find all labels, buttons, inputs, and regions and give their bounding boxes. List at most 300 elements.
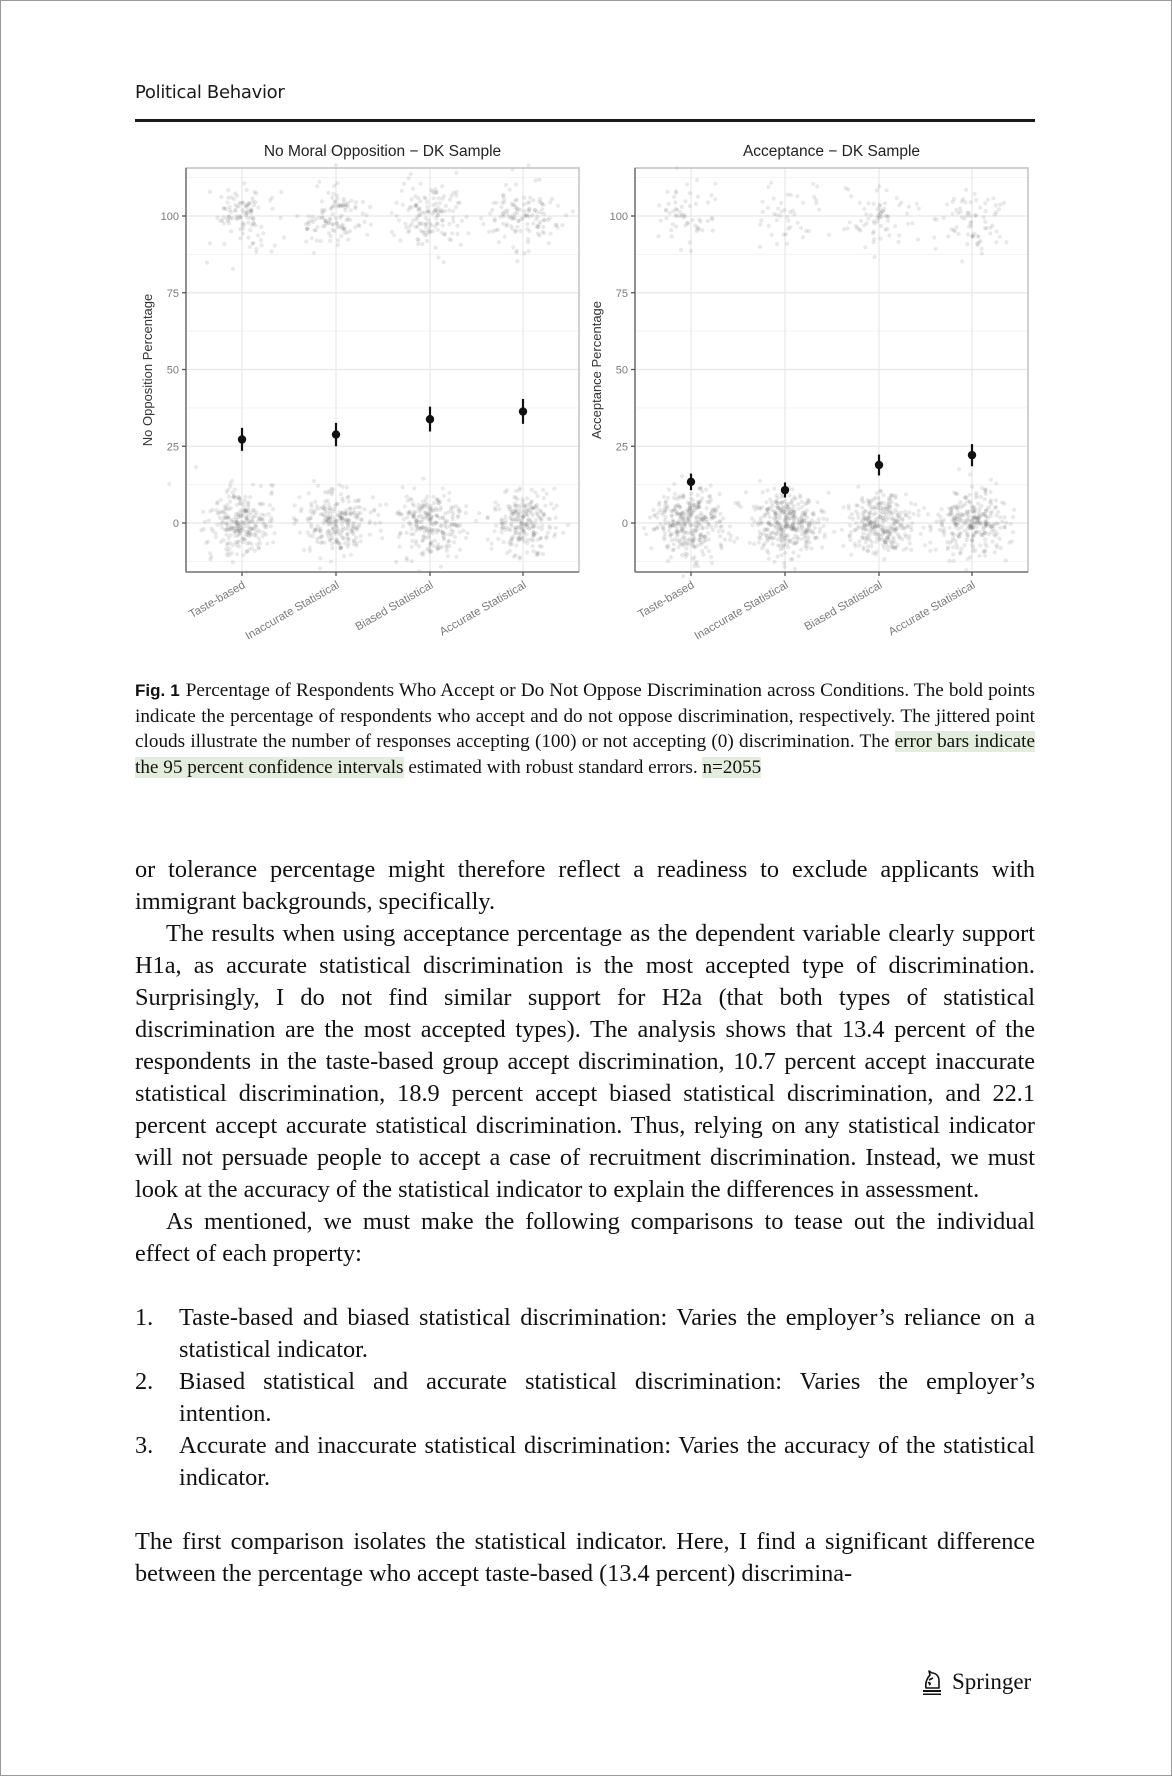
jitter-point: [910, 521, 914, 525]
jitter-point: [343, 208, 347, 212]
jitter-point: [866, 201, 870, 205]
jitter-point: [305, 517, 309, 521]
jitter-point: [315, 239, 319, 243]
caption-text: Percentage of Respondents Who Accept or Do Not Oppose Discrimination across Conditions. The bold points indicate the percentage of respondents who accept and do not oppose discrimination, respectively. The jittered point clouds illustrate the number of responses accepting (100) or not accepting (0) discrimination. The: [135, 680, 1035, 752]
jitter-point: [342, 554, 346, 558]
jitter-point: [441, 516, 445, 520]
jitter-point: [323, 507, 327, 511]
jitter-point: [514, 543, 518, 547]
jitter-point: [313, 500, 317, 504]
jitter-point: [311, 215, 315, 219]
jitter-point: [349, 528, 353, 532]
jitter-point: [346, 518, 350, 522]
jitter-point: [256, 233, 260, 237]
jitter-point: [310, 504, 314, 508]
jitter-point: [336, 197, 340, 201]
jitter-point: [490, 542, 494, 546]
jitter-point: [403, 222, 407, 226]
jitter-point: [327, 529, 331, 533]
jitter-point: [433, 539, 437, 543]
jitter-point: [883, 201, 887, 205]
jitter-point: [401, 203, 405, 207]
jitter-point: [335, 181, 339, 185]
jitter-point: [326, 499, 330, 503]
jitter-point: [956, 232, 960, 236]
jitter-point: [673, 200, 677, 204]
jitter-point: [540, 207, 544, 211]
jitter-point: [711, 229, 715, 233]
jitter-point: [561, 531, 565, 535]
caption-sample-size[interactable]: n=2055: [702, 756, 762, 778]
jitter-point: [453, 535, 457, 539]
jitter-point: [997, 537, 1001, 541]
jitter-point: [928, 549, 932, 553]
jitter-point: [431, 203, 435, 207]
jitter-point: [815, 184, 819, 188]
jitter-point: [227, 495, 231, 499]
jitter-point: [669, 555, 673, 559]
jitter-point: [299, 507, 303, 511]
jitter-point: [776, 207, 780, 211]
jitter-point: [349, 208, 353, 212]
jitter-point: [940, 507, 944, 511]
jitter-point: [982, 215, 986, 219]
jitter-point: [1012, 508, 1016, 512]
jitter-point: [436, 255, 440, 259]
jitter-point: [811, 182, 815, 186]
jitter-point: [513, 199, 517, 203]
jitter-point: [983, 209, 987, 213]
jitter-point: [849, 194, 853, 198]
jitter-point: [215, 523, 219, 527]
jitter-point: [222, 511, 226, 515]
jitter-point: [361, 211, 365, 215]
jitter-point: [721, 529, 725, 533]
jitter-point: [775, 242, 779, 246]
jitter-point: [983, 537, 987, 541]
jitter-point: [872, 513, 876, 517]
jitter-point: [998, 526, 1002, 530]
jitter-point: [857, 227, 861, 231]
jitter-point: [701, 526, 705, 530]
jitter-point: [919, 532, 923, 536]
jitter-point: [691, 218, 695, 222]
jitter-point: [241, 232, 245, 236]
jitter-point: [721, 516, 725, 520]
jitter-point: [966, 232, 970, 236]
x-tick-label: Taste-based: [636, 579, 697, 621]
jitter-point: [257, 502, 261, 506]
jitter-point: [932, 235, 936, 239]
jitter-point: [984, 522, 988, 526]
jitter-point: [419, 182, 423, 186]
jitter-point: [792, 517, 796, 521]
jitter-point: [240, 200, 244, 204]
jitter-point: [516, 513, 520, 517]
jitter-point: [330, 196, 334, 200]
jitter-point: [905, 212, 909, 216]
jitter-point: [963, 200, 967, 204]
jitter-point: [862, 545, 866, 549]
jitter-point: [886, 548, 890, 552]
jitter-point: [797, 507, 801, 511]
jitter-point: [947, 559, 951, 563]
jitter-point: [728, 524, 732, 528]
jitter-point: [872, 532, 876, 536]
jitter-point: [257, 547, 261, 551]
jitter-point: [211, 508, 215, 512]
jitter-point: [415, 520, 419, 524]
jitter-point: [794, 541, 798, 545]
jitter-point: [310, 236, 314, 240]
jitter-point: [346, 237, 350, 241]
jitter-point: [328, 239, 332, 243]
jitter-point: [663, 504, 667, 508]
jitter-point: [360, 518, 364, 522]
jitter-point: [897, 233, 901, 237]
jitter-point: [790, 557, 794, 561]
jitter-point: [321, 210, 325, 214]
jitter-point: [879, 237, 883, 241]
jitter-point: [526, 237, 530, 241]
jitter-point: [527, 518, 531, 522]
jitter-point: [865, 534, 869, 538]
jitter-point: [922, 506, 926, 510]
jitter-point: [455, 224, 459, 228]
jitter-point: [515, 249, 519, 253]
jitter-point: [683, 538, 687, 542]
jitter-point: [881, 532, 885, 536]
jitter-point: [454, 504, 458, 508]
jitter-point: [365, 233, 369, 237]
jitter-point: [899, 201, 903, 205]
jitter-point: [662, 535, 666, 539]
jitter-point: [345, 496, 349, 500]
jitter-point: [477, 511, 481, 515]
jitter-point: [984, 531, 988, 535]
jitter-point: [552, 486, 556, 490]
figure-1-chart: [130, 130, 1040, 660]
jitter-point: [527, 508, 531, 512]
publisher-name: Springer: [952, 1669, 1032, 1694]
jitter-point: [774, 532, 778, 536]
jitter-point: [233, 208, 237, 212]
jitter-point: [812, 513, 816, 517]
jitter-point: [380, 536, 384, 540]
jitter-point: [241, 221, 245, 225]
springer-knight-icon: [920, 1668, 944, 1696]
jitter-point: [509, 524, 513, 528]
jitter-point: [685, 182, 689, 186]
jitter-point: [419, 552, 423, 556]
jitter-point: [788, 210, 792, 214]
jitter-point: [661, 510, 665, 514]
jitter-point: [952, 197, 956, 201]
jitter-point: [505, 488, 509, 492]
jitter-point: [768, 532, 772, 536]
jitter-point: [357, 522, 361, 526]
list-item: [135, 1366, 1035, 1430]
jitter-point: [692, 503, 696, 507]
jitter-point: [230, 543, 234, 547]
jitter-point: [352, 506, 356, 510]
jitter-point: [832, 530, 836, 534]
jitter-point: [257, 537, 261, 541]
jitter-point: [269, 492, 273, 496]
jitter-point: [239, 215, 243, 219]
jitter-point: [691, 498, 695, 502]
jitter-point: [714, 524, 718, 528]
jitter-point: [970, 234, 974, 238]
jitter-point: [451, 511, 455, 515]
jitter-point: [319, 541, 323, 545]
y-tick-label: 75: [615, 287, 628, 300]
list-number: 3.: [135, 1432, 154, 1459]
jitter-point: [346, 545, 350, 549]
jitter-point: [414, 204, 418, 208]
jitter-point: [882, 557, 886, 561]
jitter-point: [530, 499, 534, 503]
jitter-point: [329, 207, 333, 211]
jitter-point: [847, 506, 851, 510]
jitter-point: [776, 543, 780, 547]
jitter-point: [435, 190, 439, 194]
jitter-point: [776, 555, 780, 559]
jitter-point: [341, 511, 345, 515]
jitter-point: [323, 224, 327, 228]
jitter-point: [713, 509, 717, 513]
jitter-point: [368, 521, 372, 525]
jitter-point: [442, 260, 446, 264]
jitter-point: [248, 228, 252, 232]
jitter-point: [703, 535, 707, 539]
jitter-point: [1004, 521, 1008, 525]
jitter-point: [540, 202, 544, 206]
jitter-point: [958, 550, 962, 554]
jitter-point: [432, 528, 436, 532]
jitter-point: [466, 231, 470, 235]
jitter-point: [448, 524, 452, 528]
jitter-point: [909, 501, 913, 505]
jitter-point: [355, 541, 359, 545]
jitter-point: [521, 500, 525, 504]
jitter-point: [330, 546, 334, 550]
jitter-point: [194, 465, 198, 469]
jitter-point: [759, 218, 763, 222]
jitter-point: [566, 523, 570, 527]
jitter-point: [689, 249, 693, 253]
jitter-point: [221, 538, 225, 542]
jitter-point: [980, 251, 984, 255]
y-tick-label: 100: [609, 211, 628, 223]
jitter-point: [405, 495, 409, 499]
jitter-point: [981, 527, 985, 531]
jitter-point: [904, 492, 908, 496]
jitter-point: [307, 491, 311, 495]
jitter-point: [435, 514, 439, 518]
jitter-point: [971, 526, 975, 530]
jitter-point: [842, 505, 846, 509]
jitter-point: [916, 237, 920, 241]
jitter-point: [790, 498, 794, 502]
jitter-point: [420, 242, 424, 246]
estimate-point: [781, 486, 789, 494]
jitter-point: [516, 517, 520, 521]
jitter-point: [493, 217, 497, 221]
jitter-point: [966, 516, 970, 520]
jitter-point: [983, 201, 987, 205]
jitter-point: [356, 499, 360, 503]
jitter-point: [793, 212, 797, 216]
jitter-point: [430, 521, 434, 525]
jitter-point: [447, 222, 451, 226]
jitter-point: [685, 552, 689, 556]
jitter-point: [770, 501, 774, 505]
jitter-point: [424, 222, 428, 226]
jitter-point: [698, 538, 702, 542]
jitter-point: [337, 541, 341, 545]
jitter-point: [988, 231, 992, 235]
panel-title: Acceptance − DK Sample: [742, 143, 921, 160]
jitter-point: [516, 219, 520, 223]
jitter-point: [410, 527, 414, 531]
jitter-point: [983, 220, 987, 224]
jitter-point: [706, 219, 710, 223]
jitter-point: [528, 196, 532, 200]
jitter-point: [488, 211, 492, 215]
jitter-point: [977, 240, 981, 244]
jitter-point: [940, 529, 944, 533]
jitter-point: [957, 467, 961, 471]
jitter-point: [951, 545, 955, 549]
caption-highlight[interactable]: error bars indicate the 95 percent confidence intervals: [135, 731, 1035, 778]
jitter-point: [421, 222, 425, 226]
jitter-point: [416, 242, 420, 246]
jitter-point: [963, 496, 967, 500]
jitter-point: [674, 224, 678, 228]
jitter-point: [418, 213, 422, 217]
jitter-point: [203, 520, 207, 524]
jitter-point: [223, 504, 227, 508]
jitter-point: [549, 232, 553, 236]
jitter-point: [917, 509, 921, 513]
jitter-point: [873, 524, 877, 528]
jitter-point: [735, 536, 739, 540]
jitter-point: [245, 188, 249, 192]
estimate-point: [968, 451, 976, 459]
jitter-point: [799, 226, 803, 230]
jitter-point: [821, 524, 825, 528]
jitter-point: [868, 530, 872, 534]
header-rule: [135, 119, 1035, 122]
jitter-point: [336, 204, 340, 208]
jitter-point: [674, 207, 678, 211]
jitter-point: [248, 245, 252, 249]
list-text: Biased statistical and accurate statistical discrimination: Varies the employer’s intention.: [179, 1368, 1035, 1427]
jitter-point: [312, 251, 316, 255]
jitter-point: [456, 232, 460, 236]
panel-title: No Moral Opposition − DK Sample: [263, 143, 502, 160]
jitter-point: [692, 555, 696, 559]
jitter-point: [401, 524, 405, 528]
jitter-point: [807, 229, 811, 233]
jitter-point: [436, 529, 440, 533]
jitter-point: [815, 500, 819, 504]
jitter-point: [875, 188, 879, 192]
jitter-point: [694, 202, 698, 206]
jitter-point: [434, 521, 438, 525]
jitter-point: [243, 521, 247, 525]
jitter-point: [819, 508, 823, 512]
jitter-point: [397, 510, 401, 514]
jitter-point: [977, 235, 981, 239]
jitter-point: [312, 510, 316, 514]
jitter-point: [332, 205, 336, 209]
jitter-point: [449, 194, 453, 198]
jitter-point: [995, 531, 999, 535]
jitter-point: [265, 542, 269, 546]
jitter-point: [258, 529, 262, 533]
jitter-point: [520, 537, 524, 541]
jitter-point: [705, 506, 709, 510]
jitter-point: [688, 204, 692, 208]
jitter-point: [261, 231, 265, 235]
jitter-point: [786, 219, 790, 223]
jitter-point: [384, 502, 388, 506]
jitter-point: [336, 243, 340, 247]
jitter-point: [695, 178, 699, 182]
jitter-point: [859, 219, 863, 223]
jitter-point: [341, 499, 345, 503]
jitter-point: [644, 532, 648, 536]
jitter-point: [966, 533, 970, 537]
jitter-point: [282, 235, 286, 239]
jitter-point: [671, 548, 675, 552]
jitter-point: [865, 221, 869, 225]
jitter-point: [571, 209, 575, 213]
jitter-point: [224, 547, 228, 551]
jitter-point: [525, 227, 529, 231]
jitter-point: [841, 544, 845, 548]
jitter-point: [874, 540, 878, 544]
jitter-point: [334, 163, 338, 167]
jitter-point: [458, 510, 462, 514]
y-tick-label: 0: [172, 518, 179, 530]
jitter-point: [297, 495, 301, 499]
jitter-point: [464, 504, 468, 508]
jitter-point: [866, 498, 870, 502]
jitter-point: [974, 198, 978, 202]
jitter-point: [950, 212, 954, 216]
jitter-point: [252, 533, 256, 537]
jitter-point: [273, 243, 277, 247]
jitter-point: [933, 217, 937, 221]
jitter-point: [976, 502, 980, 506]
jitter-point: [442, 233, 446, 237]
jitter-point: [447, 237, 451, 241]
jitter-point: [349, 553, 353, 557]
jitter-point: [398, 532, 402, 536]
jitter-point: [976, 518, 980, 522]
jitter-point: [873, 221, 877, 225]
jitter-point: [494, 524, 498, 528]
jitter-point: [543, 504, 547, 508]
jitter-point: [974, 214, 978, 218]
jitter-point: [525, 532, 529, 536]
jitter-point: [775, 213, 779, 217]
jitter-point: [718, 534, 722, 538]
jitter-point: [911, 512, 915, 516]
